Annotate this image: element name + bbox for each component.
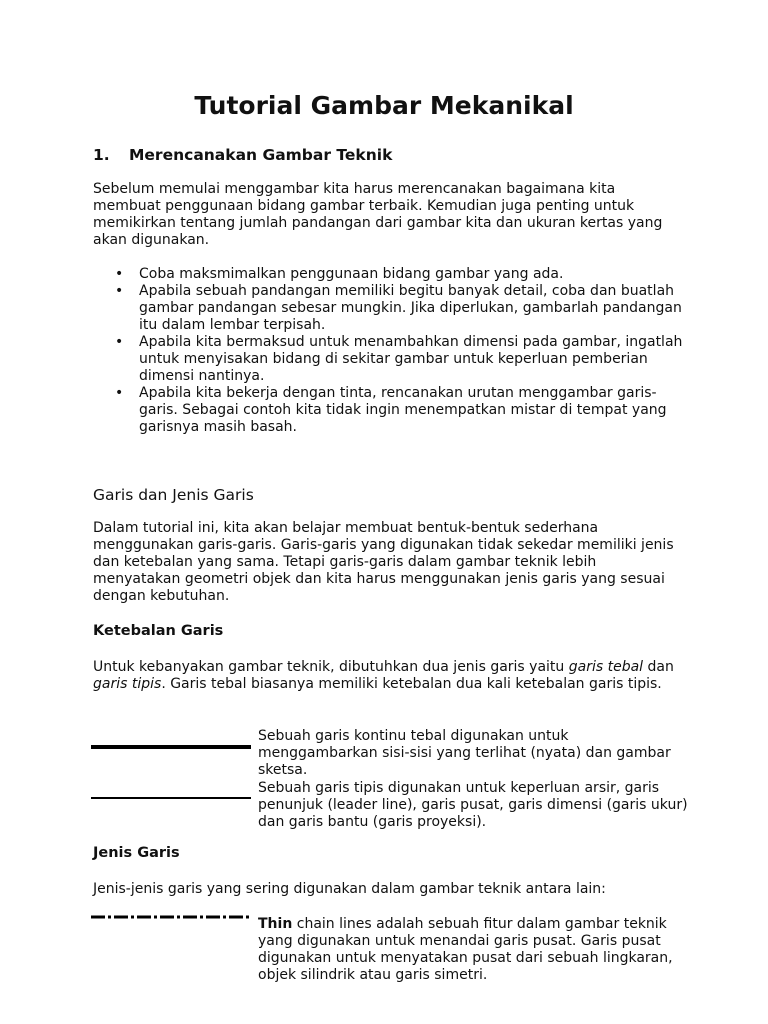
document-title: Tutorial Gambar Mekanikal (194, 91, 574, 120)
planning-tips-list (93, 266, 693, 436)
jenis-garis-heading: Jenis Garis (93, 845, 180, 861)
chain-line-sample (91, 915, 251, 919)
list-item (93, 266, 693, 283)
ketebalan-intro-start: Untuk kebanyakan gambar teknik, dibutuhkan dua jenis garis yaitu (93, 659, 569, 675)
thin-line-sample (91, 797, 251, 799)
list-item-text: Coba maksmimalkan penggunaan bidang gambar yang ada. (139, 266, 564, 282)
bullet-icon: • (115, 334, 124, 350)
section-1-number: 1. (93, 146, 110, 164)
bullet-icon: • (115, 283, 124, 299)
section-2-intro: Dalam tutorial ini, kita akan belajar membuat bentuk-bentuk sederhana menggunakan garis-garis. Garis-garis yang digunakan tidak sekedar memiliki jenis dan ketebalan yang sama. Tetapi garis-garis dalam gambar teknik lebih menyatakan geometri objek dan kita harus menggunakan jenis garis yang sesuai dengan kebutuhan. (93, 520, 674, 604)
bullet-icon: • (115, 266, 124, 282)
section-1-heading (93, 146, 392, 164)
chain-line-description (258, 916, 688, 984)
ketebalan-intro-mid: dan (643, 659, 674, 675)
list-item (93, 283, 693, 334)
list-item-text: Apabila sebuah pandangan memiliki begitu banyak detail, coba dan buatlah gambar pandangan sebesar mungkin. Jika diperlukan, gambarlah pandangan itu dalam lembar terpisah. (139, 283, 682, 333)
chain-line-text: chain lines adalah sebuah fitur dalam gambar teknik yang digunakan untuk menandai garis pusat. Garis pusat digunakan untuk menyatakan pusat dari sebuah lingkaran, objek silindrik atau garis simetri. (258, 916, 673, 983)
list-item-text: Apabila kita bekerja dengan tinta, rencanakan urutan menggambar garis-garis. Sebagai contoh kita tidak ingin menempatkan mistar di tempat yang garisnya masih basah. (139, 385, 667, 435)
ketebalan-heading: Ketebalan Garis (93, 623, 224, 639)
section-1-heading-text: Merencanakan Gambar Teknik (129, 146, 393, 164)
list-item-text: Apabila kita bermaksud untuk menambahkan dimensi pada gambar, ingatlah untuk menyisakan bidang di sekitar gambar untuk keperluan pemberian dimensi nantinya. (139, 334, 683, 384)
bullet-icon: • (115, 385, 124, 401)
list-item (93, 334, 693, 385)
term-garis-tebal: garis tebal (568, 659, 644, 675)
ketebalan-intro-end: . Garis tebal biasanya memiliki ketebalan dua kali ketebalan garis tipis. (161, 676, 662, 692)
list-item (93, 385, 693, 436)
ketebalan-intro (93, 659, 683, 693)
section-2-heading: Garis dan Jenis Garis (93, 486, 254, 504)
thick-line-sample (91, 745, 251, 749)
jenis-garis-intro: Jenis-jenis garis yang sering digunakan dalam gambar teknik antara lain: (93, 881, 606, 897)
thin-line-description: Sebuah garis tipis digunakan untuk keperluan arsir, garis penunjuk (leader line), garis pusat, garis dimensi (garis ukur) dan garis bantu (garis proyeksi). (258, 780, 688, 830)
thick-line-description: Sebuah garis kontinu tebal digunakan untuk menggambarkan sisi-sisi yang terlihat (nyata) dan gambar sketsa. (258, 728, 671, 778)
section-1-intro: Sebelum memulai menggambar kita harus merencanakan bagaimana kita membuat penggunaan bidang gambar terbaik. Kemudian juga penting untuk memikirkan tentang jumlah pandangan dari gambar kita dan ukuran kertas yang akan digunakan. (93, 181, 663, 248)
term-thin: Thin (258, 916, 293, 932)
term-garis-tipis: garis tipis (93, 676, 162, 692)
